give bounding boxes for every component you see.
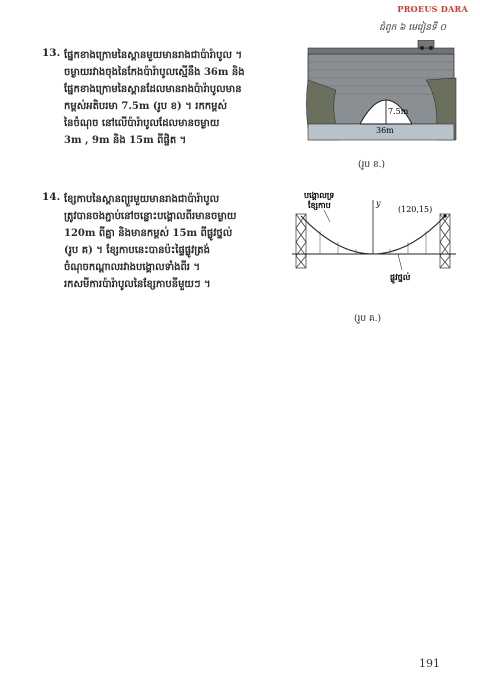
- bridge-figure: [300, 40, 458, 150]
- cable-figure: [290, 188, 458, 308]
- point-label: (120,15): [398, 205, 433, 214]
- problem-text: ផ្នែកខាងក្រោមនៃស្ពានមួយមានរាងជាប៉ារ៉ាបូល ។ ចម្ងាយរវាងចុងនៃកែងប៉ារ៉ាបូលស្មើនឹង 36m និង ផ្នែកខាងក្រោមនៃស្ពានដែលមានរាងប៉ារ៉ាបូលមាន កម្ពស់អតិបរមា 7.5m (រូប ខ) ។ រកកម្ពស់ នៃចំណុច នៅលើប៉ារ៉ាបូលដែលមានចម្ងាយ 3m , 9m និង 15m ពីផ្ចិត ។: [64, 50, 245, 146]
- problem-number: 14.: [42, 191, 61, 203]
- point-marker: [443, 214, 446, 217]
- problem-number: 13.: [42, 47, 61, 59]
- tower-cable-label: បង្គោលទ្រ ខ្សែកាប: [304, 190, 335, 210]
- running-head: ជំពូក ៦ មេរៀនទី ០: [379, 23, 446, 33]
- y-axis-label: y: [376, 199, 381, 208]
- right-tower: [440, 214, 450, 268]
- brand-mark: PROEUS DARA: [397, 4, 468, 14]
- figure-caption: (រូប ខ.): [358, 160, 386, 170]
- left-tower: [296, 214, 306, 268]
- road-label: ផ្លូវថ្នល់: [390, 272, 411, 282]
- width-label: 36m: [376, 126, 394, 135]
- figure-caption: (រូប គ.): [354, 314, 382, 324]
- height-label: 7.5m: [388, 107, 409, 116]
- page-number: 191: [419, 657, 440, 670]
- problem-text: ខ្សែកាបនៃស្ពានព្យួរមួយមានរាងជាប៉ារ៉ាបូល ត្រូវបានចងភ្ជាប់នៅចន្លោះបង្គោលពីរមានចម្ងាយ 120m ពីគ្នា និងមានកម្ពស់ 15m ពីផ្លូវថ្នល់ (រូប គ) ។ ខ្សែកាបនេះបានប៉ះផ្ទៃផ្លូវត្រង់ ចំណុចកណ្តាលរវាងបង្គោលទាំងពីរ ។ រកសមីការប៉ារ៉ាបូលនៃខ្សែកាបនីមួយៗ ។: [64, 194, 237, 290]
